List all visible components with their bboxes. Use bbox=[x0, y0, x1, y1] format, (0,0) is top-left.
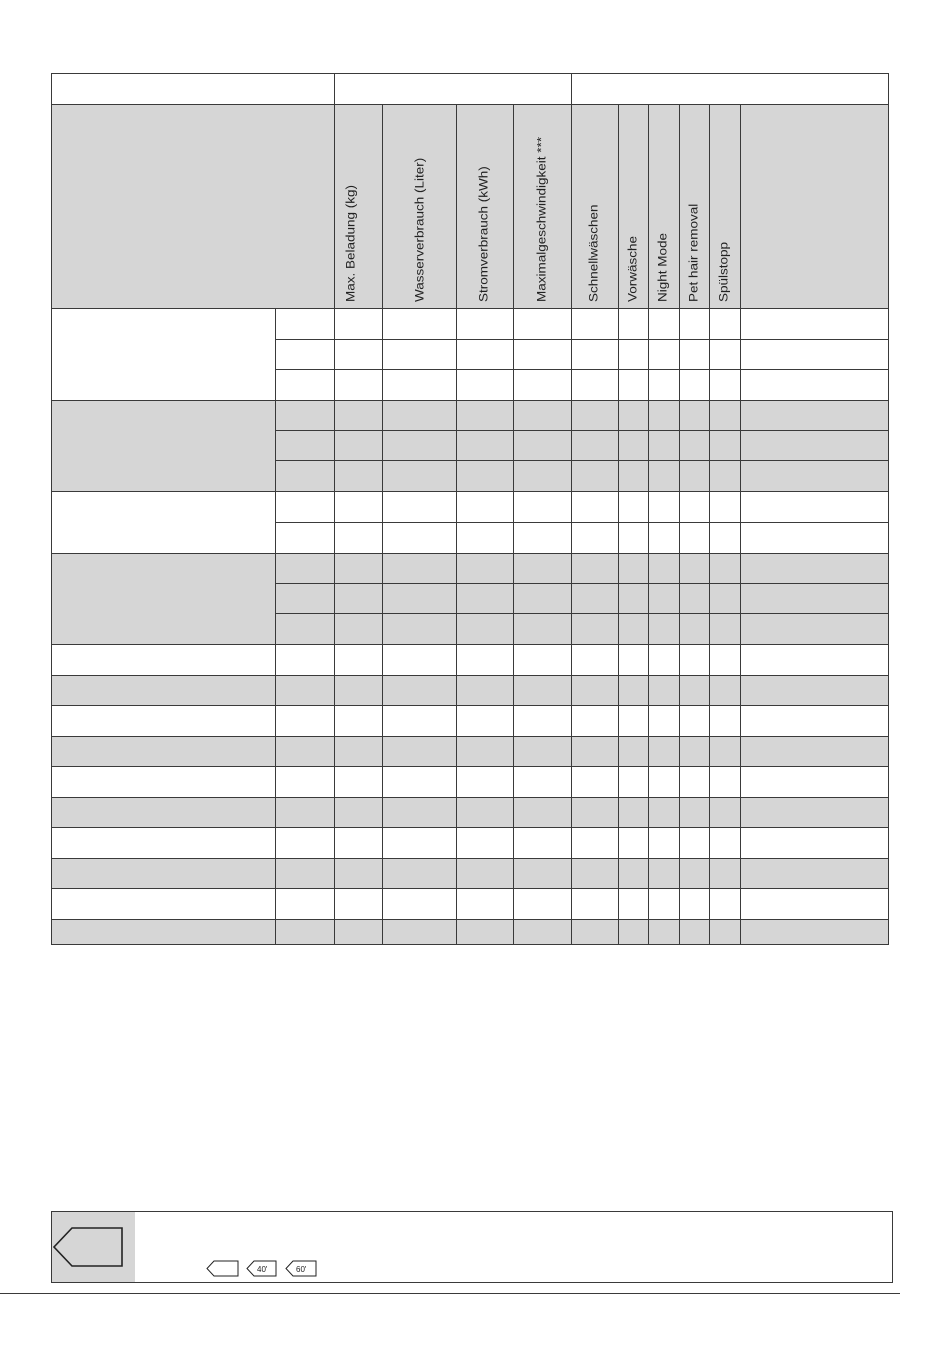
header-rinse-hold: Spülstopp bbox=[717, 241, 730, 302]
row-band bbox=[52, 858, 888, 888]
grid-vline bbox=[679, 104, 680, 944]
row-band bbox=[52, 797, 888, 827]
grid-hline bbox=[52, 736, 888, 737]
grid-hline bbox=[275, 522, 888, 523]
grid-vline bbox=[571, 74, 572, 944]
grid-vline bbox=[618, 104, 619, 944]
row-band bbox=[52, 400, 888, 491]
tag-60-label: 60' bbox=[296, 1265, 307, 1274]
grid-hline bbox=[52, 919, 888, 920]
info-note-box bbox=[51, 1211, 893, 1283]
grid-vline bbox=[740, 104, 741, 944]
row-band bbox=[52, 675, 888, 705]
header-band bbox=[52, 104, 888, 308]
grid-hline bbox=[52, 553, 888, 554]
grid-hline bbox=[52, 104, 888, 105]
grid-hline bbox=[52, 491, 888, 492]
grid-hline bbox=[52, 644, 888, 645]
grid-hline bbox=[52, 858, 888, 859]
note-side-panel bbox=[52, 1212, 135, 1282]
grid-hline bbox=[275, 460, 888, 461]
grid-hline bbox=[52, 400, 888, 401]
row-band bbox=[52, 736, 888, 766]
grid-hline bbox=[52, 766, 888, 767]
grid-hline bbox=[52, 675, 888, 676]
grid-hline bbox=[52, 827, 888, 828]
header-night-mode: Night Mode bbox=[656, 232, 669, 302]
grid-hline bbox=[275, 369, 888, 370]
grid-hline bbox=[275, 583, 888, 584]
header-water: Wasserverbrauch (Liter) bbox=[413, 157, 426, 302]
tag-40-label: 40' bbox=[257, 1265, 268, 1274]
grid-vline bbox=[334, 74, 335, 944]
tag-40-icon bbox=[247, 1261, 276, 1276]
grid-hline bbox=[275, 430, 888, 431]
grid-vline bbox=[648, 104, 649, 944]
header-max-speed: Maximalgeschwindigkeit *** bbox=[535, 136, 548, 302]
note-icons bbox=[206, 1259, 326, 1279]
grid-vline bbox=[382, 104, 383, 944]
row-band bbox=[52, 919, 888, 944]
grid-vline bbox=[275, 308, 276, 944]
page-bottom-rule bbox=[0, 1293, 900, 1294]
header-pet-hair: Pet hair removal bbox=[687, 203, 700, 302]
grid-hline bbox=[275, 613, 888, 614]
tag-60-icon bbox=[286, 1261, 316, 1276]
grid-hline bbox=[52, 308, 888, 309]
tag-icon bbox=[207, 1261, 238, 1276]
grid-hline bbox=[52, 797, 888, 798]
grid-hline bbox=[52, 888, 888, 889]
grid-vline bbox=[709, 104, 710, 944]
header-quick-wash: Schnellwäschen bbox=[587, 204, 600, 302]
header-power: Stromverbrauch (kWh) bbox=[477, 166, 490, 302]
row-band bbox=[52, 553, 888, 644]
grid-hline bbox=[275, 339, 888, 340]
grid-vline bbox=[513, 104, 514, 944]
grid-hline bbox=[52, 705, 888, 706]
tag-icon bbox=[52, 1212, 135, 1282]
grid-vline bbox=[456, 104, 457, 944]
header-prewash: Vorwäsche bbox=[626, 235, 639, 302]
program-table bbox=[51, 73, 889, 945]
header-max-load: Max. Beladung (kg) bbox=[344, 184, 357, 302]
